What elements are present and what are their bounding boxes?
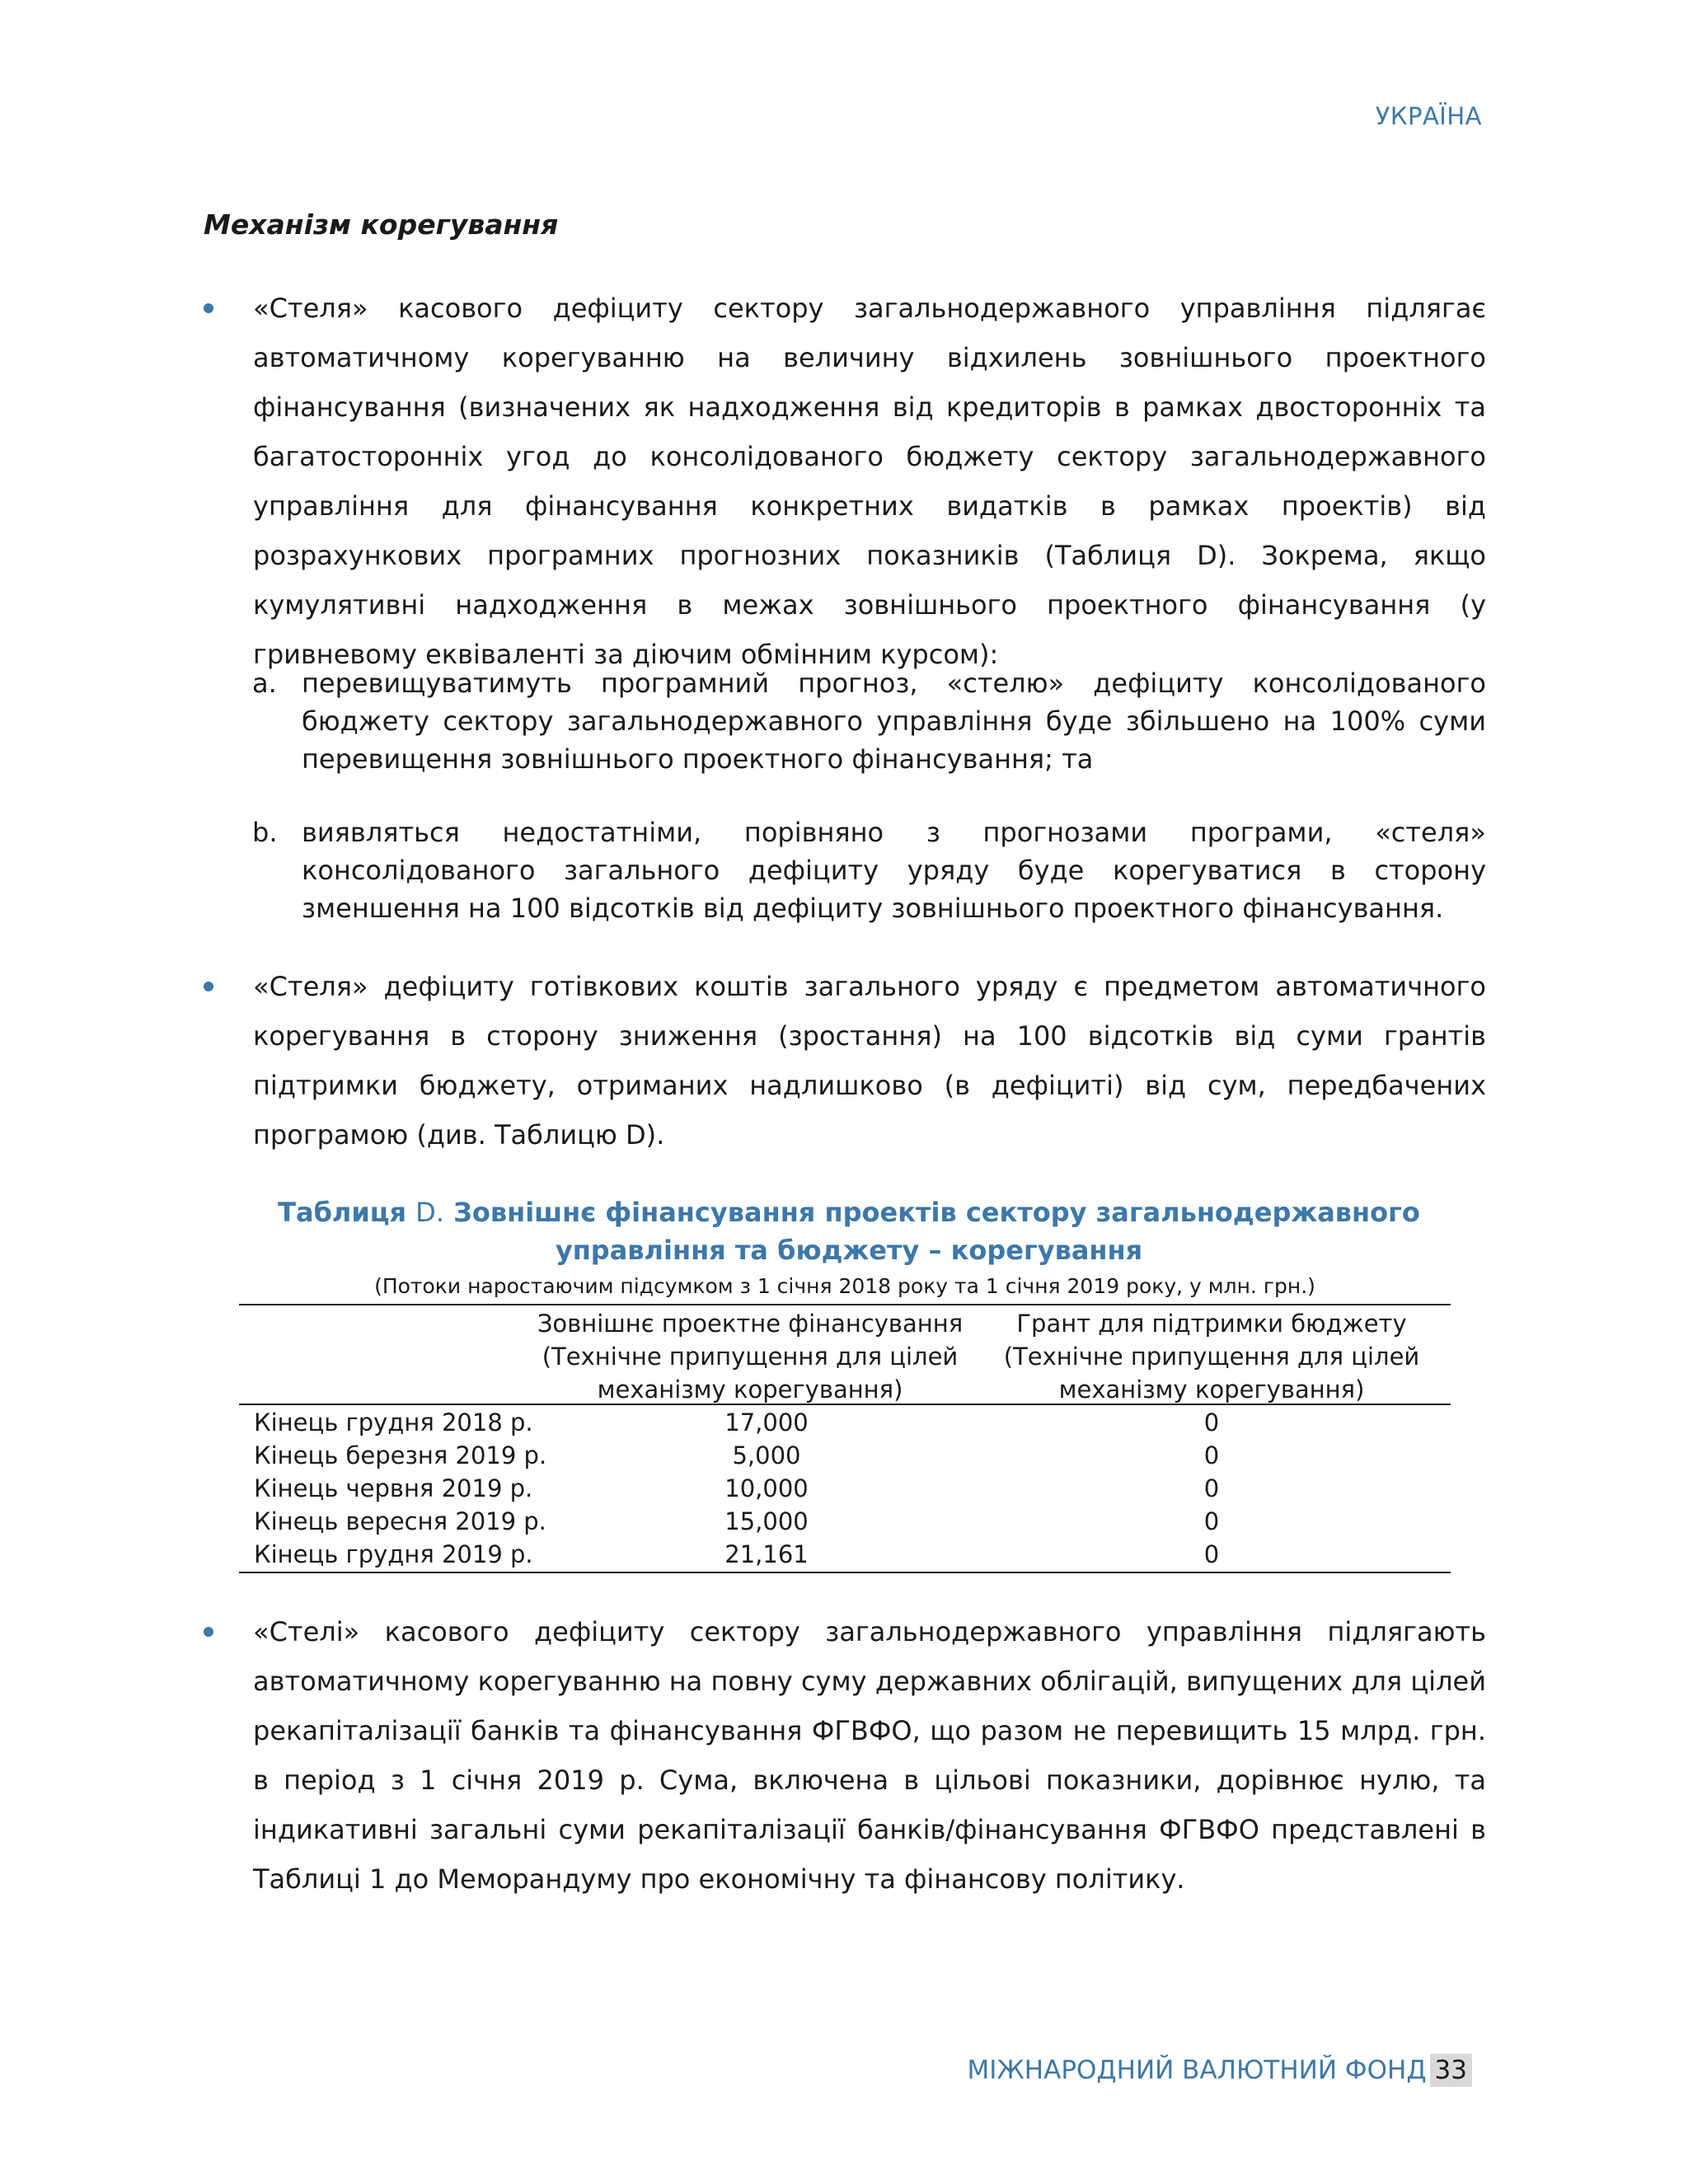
cell-budget-grant: 0	[1203, 1408, 1220, 1436]
section-title: Механізм корегування	[204, 209, 559, 241]
table-row	[239, 1406, 1451, 1439]
column-header-line: Зовнішнє проектне фінансування	[537, 1310, 964, 1338]
cell-budget-grant: 0	[1203, 1540, 1220, 1568]
cell-budget-grant: 0	[1203, 1441, 1220, 1469]
cell-external-financing: 17,000	[724, 1408, 809, 1436]
bullet-icon	[204, 982, 213, 991]
sub-item-b	[252, 813, 1486, 927]
column-header-line: механізму корегування)	[597, 1376, 903, 1404]
sub-item-text: виявляться недостатніми, порівняно з прогнозами програми, «стеля» консолідованого загального дефіциту уряду буде корегуватися в сторону зменшення на 100 відсотків від дефіциту зовнішнього проектного фінансування.	[302, 817, 1486, 924]
table-row	[239, 1505, 1451, 1538]
footer-org-name: МІЖНАРОДНИЙ ВАЛЮТНИЙ ФОНД	[967, 2055, 1427, 2085]
table-title	[214, 1193, 1484, 1269]
table-row	[239, 1538, 1451, 1571]
table-label: Таблиця	[278, 1197, 407, 1228]
sub-item-letter: a.	[252, 668, 277, 699]
bullet-icon	[204, 1627, 213, 1637]
cell-external-financing: 5,000	[732, 1441, 801, 1469]
bullet-icon	[204, 303, 213, 313]
table-top-rule	[239, 1304, 1451, 1305]
cell-external-financing: 21,161	[724, 1540, 809, 1568]
column-header-line: (Технічне припущення для цілей	[542, 1343, 959, 1371]
bullet-text: «Стелі» касового дефіциту сектору загальнодержавного управління підлягають автоматичному корегуванню на повну суму державних облігацій, випущених для цілей рекапіталізації банків та фінансування ФГВФО, що разом не перевищить 15 млрд. грн. в період з 1 січня 2019 р. Сума, включена в цільові показники, дорівнює нулю, та індикативні загальні суми рекапіталізації банків/фінансування ФГВФО представлені в Таблиці 1 до Меморандуму про економічну та фінансову політику.	[253, 1616, 1486, 1895]
page-number: 33	[1430, 2054, 1472, 2087]
row-label: Кінець березня 2019 р.	[254, 1441, 547, 1469]
sub-item-text: перевищуватимуть програмний прогноз, «стелю» дефіциту консолідованого бюджету сектору загальнодержавного управління буде збільшено на 100% суми перевищення зовнішнього проектного фінансування; та	[302, 668, 1486, 775]
row-label: Кінець грудня 2019 р.	[254, 1540, 533, 1568]
bullet-item	[204, 1607, 1486, 1904]
row-label: Кінець червня 2019 р.	[254, 1474, 533, 1502]
running-header: УКРАЇНА	[1375, 102, 1482, 130]
table-subtitle: (Потоки наростаючим підсумком з 1 січня 2018 року та 1 січня 2019 року, у млн. грн.)	[374, 1274, 1315, 1298]
column-header-line: механізму корегування)	[1058, 1376, 1365, 1404]
cell-external-financing: 15,000	[724, 1507, 809, 1535]
cell-budget-grant: 0	[1203, 1507, 1220, 1535]
table-bottom-rule	[239, 1572, 1451, 1573]
column-header-line: (Технічне припущення для цілей	[1003, 1343, 1420, 1371]
row-label: Кінець грудня 2018 р.	[254, 1408, 533, 1436]
bullet-item	[204, 284, 1486, 679]
page-footer	[968, 2054, 1472, 2087]
cell-budget-grant: 0	[1203, 1474, 1220, 1502]
table-row	[239, 1472, 1451, 1505]
bullet-item	[204, 962, 1486, 1160]
row-label: Кінець вересня 2019 р.	[254, 1507, 546, 1535]
bullet-text: «Стеля» касового дефіциту сектору загальнодержавного управління підлягає автоматичному корегуванню на величину відхилень зовнішнього проектного фінансування (визначених як надходження від кредиторів в рамках двосторонніх та багатосторонніх угод до консолідованого бюджету сектору загальнодержавного управління для фінансування конкретних видатків в рамках проектів) від розрахункових програмних прогнозних показників (Таблиця D). Зокрема, якщо кумулятивні надходження в межах зовнішнього проектного фінансування (у гривневому еквіваленті за діючим обмінним курсом):	[253, 293, 1486, 670]
table-row	[239, 1439, 1451, 1472]
cell-external-financing: 10,000	[724, 1474, 809, 1502]
bullet-text: «Стеля» дефіциту готівкових коштів загального уряду є предметом автоматичного корегування в сторону зниження (зростання) на 100 відсотків від суми грантів підтримки бюджету, отриманих надлишково (в дефіциті) від сум, передбачених програмою (див. Таблицю D).	[253, 971, 1486, 1151]
table-header-rule	[239, 1404, 1451, 1405]
sub-item-a	[252, 664, 1486, 778]
table-id: D.	[415, 1197, 444, 1228]
sub-item-letter: b.	[252, 817, 278, 848]
table-caption: Зовнішнє фінансування проектів сектору загальнодержавного управління та бюджету – корегування	[453, 1197, 1420, 1266]
column-header-external-financing	[511, 1307, 989, 1406]
column-header-line: Грант для підтримки бюджету	[1016, 1310, 1407, 1338]
column-header-budget-grant	[981, 1307, 1442, 1406]
